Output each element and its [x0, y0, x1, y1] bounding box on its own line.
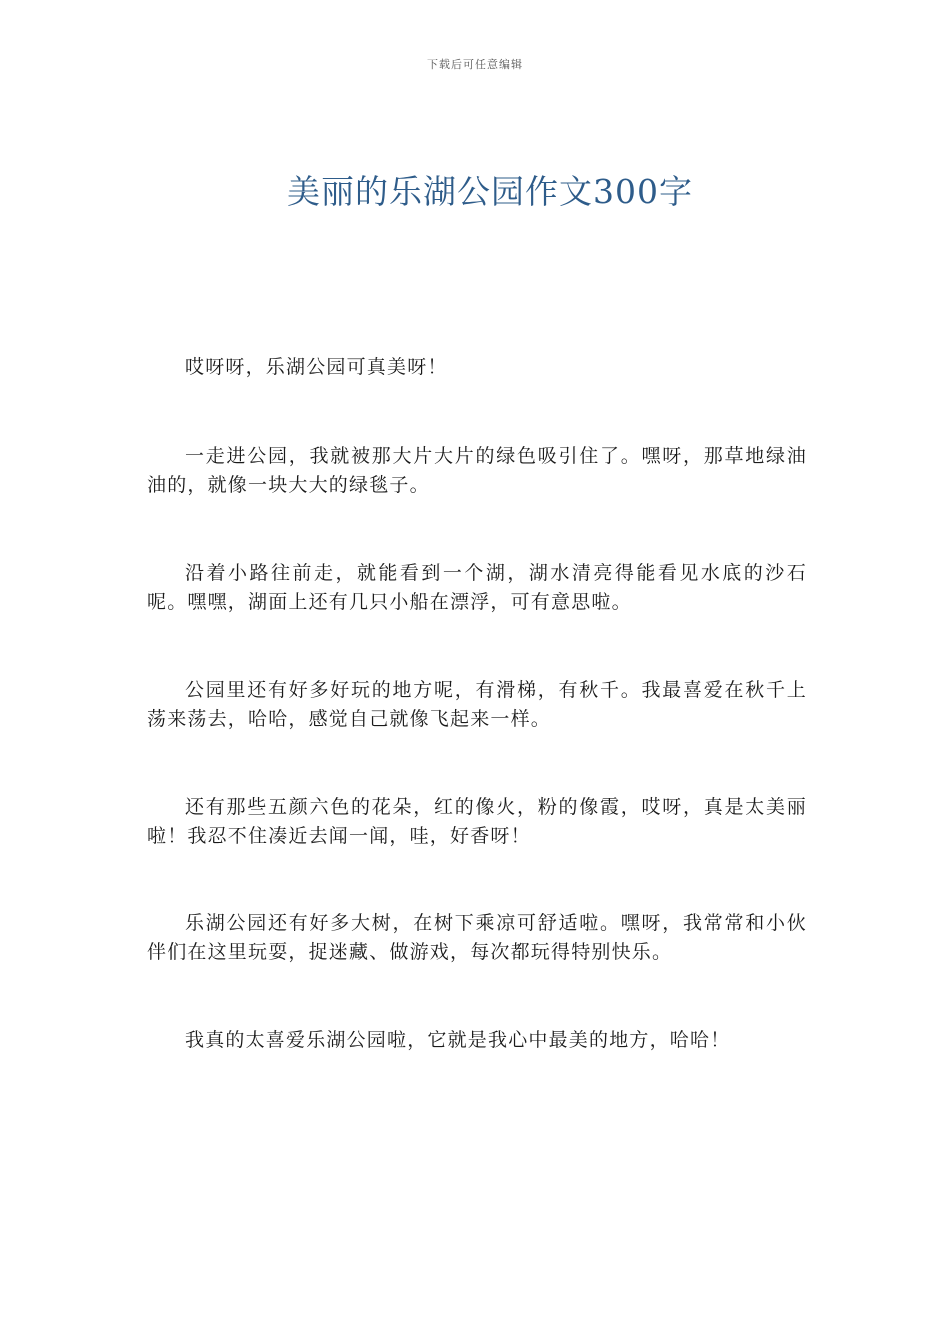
paragraph-6: 乐湖公园还有好多大树，在树下乘凉可舒适啦。嘿呀，我常常和小伙伴们在这里玩耍，捉迷藏、做游戏，每次都玩得特别快乐。: [147, 912, 807, 963]
header-note: 下载后可任意编辑: [427, 58, 523, 71]
document-title: 美丽的乐湖公园作文300字: [287, 172, 693, 211]
paragraph-7: 我真的太喜爱乐湖公园啦，它就是我心中最美的地方，哈哈！: [185, 1029, 731, 1051]
paragraph-4: 公园里还有好多好玩的地方呢，有滑梯，有秋千。我最喜爱在秋千上荡来荡去，哈哈，感觉自己就像飞起来一样。: [147, 679, 807, 730]
paragraph-2: 一走进公园，我就被那大片大片的绿色吸引住了。嘿呀，那草地绿油油的，就像一块大大的绿毯子。: [147, 445, 807, 496]
paragraph-5: 还有那些五颜六色的花朵，红的像火，粉的像霞，哎呀，真是太美丽啦！我忍不住凑近去闻一闻，哇，好香呀！: [147, 796, 807, 847]
paragraph-1: 哎呀呀，乐湖公园可真美呀！: [185, 356, 448, 378]
paragraph-3: 沿着小路往前走，就能看到一个湖，湖水清亮得能看见水底的沙石呢。嘿嘿，湖面上还有几只小船在漂浮，可有意思啦。: [147, 562, 807, 613]
